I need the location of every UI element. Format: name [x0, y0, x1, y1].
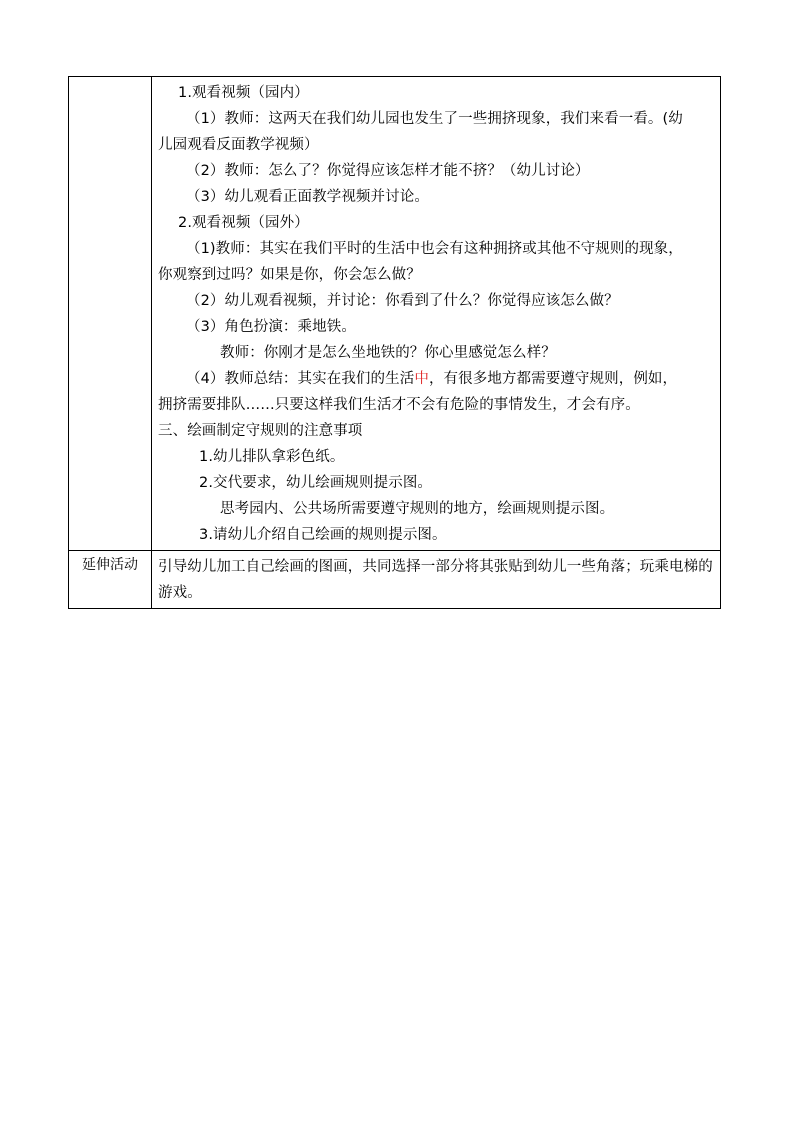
step-1-item-1-cont: 儿园观看反面教学视频）	[158, 137, 319, 153]
section-3-item-2-detail: 思考园内、公共场所需要遵守规则的地方，绘画规则提示图。	[220, 501, 615, 517]
section-3-item-3: 3.请幼儿介绍自己绘画的规则提示图。	[199, 527, 447, 543]
summary-after: ，有很多地方都需要遵守规则，例如，	[428, 371, 678, 387]
step-1-item-3: （3）幼儿观看正面教学视频并讨论。	[186, 189, 429, 205]
extension-label: 延伸活动	[69, 551, 152, 609]
step-2-item-4-cont: 拥挤需要排队……只要这样我们生活才不会有危险的事情发生，才会有序。	[158, 397, 640, 413]
step-2-item-4	[158, 366, 716, 392]
lesson-plan-table	[68, 76, 721, 609]
section-3-item-1: 1.幼儿排队拿彩色纸。	[199, 449, 345, 465]
section-3-item-2: 2.交代要求，幼儿绘画规则提示图。	[199, 475, 433, 491]
step-2-item-1-cont: 你观察到过吗？如果是你，你会怎么做？	[158, 267, 421, 283]
step-2-item-3: （3）角色扮演：乘地铁。	[186, 319, 356, 335]
summary-before: （4）教师总结：其实在我们的生活	[186, 371, 415, 387]
step-2-item-2: （2）幼儿观看视频，并讨论：你看到了什么？你觉得应该怎么做？	[186, 293, 619, 309]
teacher-question: 教师：你刚才是怎么坐地铁的？你心里感觉怎么样？	[220, 345, 556, 361]
process-row	[69, 77, 721, 551]
step-1-item-1: （1）教师：这两天在我们幼儿园也发生了一些拥挤现象，我们来看一看。(幼	[186, 111, 683, 127]
section-3-heading: 三、绘画制定守规则的注意事项	[158, 423, 363, 439]
extension-row	[69, 551, 721, 609]
process-content-cell	[152, 77, 721, 551]
summary-highlight: 中	[414, 371, 429, 387]
extension-text: 引导幼儿加工自己绘画的图画，共同选择一部分将其张贴到幼儿一些角落；玩乘电梯的游戏。	[158, 559, 713, 601]
process-label-cell	[69, 77, 152, 551]
step-2-heading: 2.观看视频（园外）	[178, 215, 309, 231]
extension-content-cell	[152, 551, 721, 609]
step-1-item-2: （2）教师：怎么了？你觉得应该怎样才能不挤？（幼儿讨论）	[186, 163, 590, 179]
step-2-item-1: （1)教师：其实在我们平时的生活中也会有这种拥挤或其他不守规则的现象，	[186, 241, 683, 257]
step-1-heading: 1.观看视频（园内）	[178, 85, 309, 101]
